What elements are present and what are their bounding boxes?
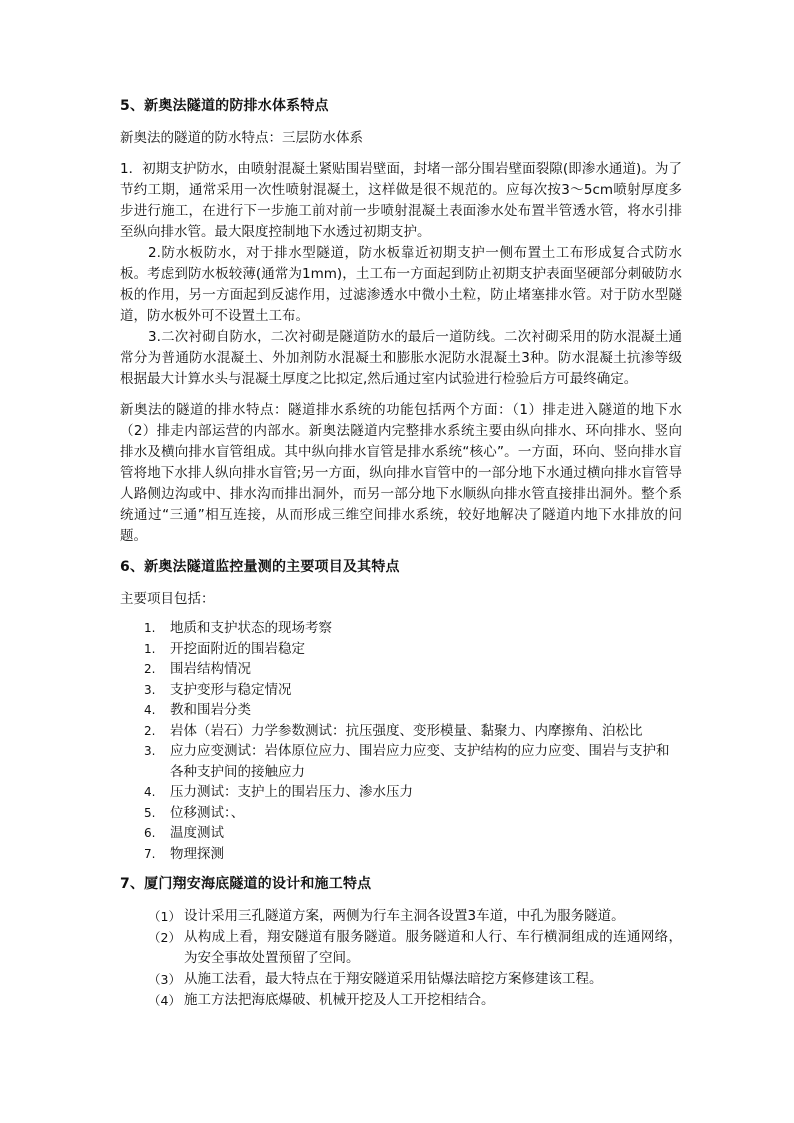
list-item: 3. 支护变形与稳定情况 bbox=[144, 681, 292, 698]
xiangan-features-list bbox=[120, 906, 682, 1011]
list-item: 4. 压力测试：支护上的围岩压力、渗水压力 bbox=[144, 784, 413, 800]
monitoring-items-list bbox=[120, 618, 682, 864]
list-item: 2. 岩体（岩石）力学参数测试：抗压强度、变形模量、黏聚力、内摩擦角、泊松比 bbox=[144, 722, 643, 739]
document-content bbox=[120, 96, 682, 1011]
waterproof-paragraph-3: 3.二次衬砌自防水，二次衬砌是隧道防水的最后一道防线。二次衬砌采用的防水混凝土通常分为普通防水混凝土、外加剂防水混凝土和膨胀水泥防水混凝土3种。防水混凝土抗渗等级根据最大计算水头与混凝土厚度之比拟定,然后通过室内试验进行检验后方可最终确定。 bbox=[120, 329, 682, 387]
section5-heading: 5、新奥法隧道的防排水体系特点 bbox=[120, 98, 329, 114]
list-item: 1. 开挖面附近的围岩稳定 bbox=[144, 640, 305, 657]
list-item: 5. 位移测试：、 bbox=[144, 804, 245, 821]
section7-heading: 7、厦门翔安海底隧道的设计和施工特点 bbox=[120, 876, 372, 892]
list-item: （2） 从构成上看，翔安隧道有服务隧道。服务隧道和人行、车行横洞组成的连通网络，为安全事故处置预留了空间。 bbox=[148, 929, 682, 966]
waterproof-intro: 新奥法的隧道的防水特点：三层防水体系 bbox=[120, 130, 363, 146]
section6-heading: 6、新奥法隧道监控量测的主要项目及其特点 bbox=[120, 559, 400, 575]
waterproof-paragraph-1: 1．初期支护防水，由喷射混凝土紧贴围岩壁面，封堵一部分围岩壁面裂隙(即渗水通道)。为了节约工期，通常采用一次性喷射混凝土，这样做是很不规范的。应每次按3～5cm喷射厚度多步进行施工，在进行下一步施工前对前一步喷射混凝土表面渗水处布置半管透水管，将水引排至纵向排水管。最大限度控制地下水透过初期支护。 bbox=[120, 161, 682, 240]
drainage-paragraph: 新奥法的隧道的排水特点：隧道排水系统的功能包括两个方面：（1）排走进入隧道的地下水（2）排走内部运营的内部水。新奥法隧道内完整排水系统主要由纵向排水、环向排水、竖向排水及横向排水盲管组成。其中纵向排水盲管是排水系统“核心”。一方面，环向、竖向排水盲管将地下水排人纵向排水盲管;另一方面，纵向排水盲管中的一部分地下水通过横向排水盲管导人路侧边沟或中、排水沟而排出洞外，而另一部分地下水顺纵向排水管直接排出洞外。整个系统通过“三通”相互连接，从而形成三维空间排水系统，较好地解决了隧道内地下水排放的问题。 bbox=[120, 402, 682, 544]
list-item: 1. 地质和支护状态的现场考察 bbox=[144, 620, 332, 636]
list-item: （4） 施工方法把海底爆破、机械开挖及人工开挖相结合。 bbox=[148, 992, 495, 1008]
waterproof-paragraph-2: 2.防水板防水，对于排水型隧道，防水板靠近初期支护一侧布置土工布形成复合式防水板。考虑到防水板较薄(通常为1mm)，土工布一方面起到防止初期支护表面坚硬部分刺破防水板的作用，另一方面起到反滤作用，过滤渗透水中微小土粒，防止堵塞排水管。对于防水型隧道，防水板外可不设置土工布。 bbox=[120, 245, 682, 324]
list-item: （1） 设计采用三孔隧道方案，两侧为行车主洞各设置3车道，中孔为服务隧道。 bbox=[148, 908, 625, 924]
monitoring-intro: 主要项目包括： bbox=[120, 591, 215, 607]
list-item: 4. 教和围岩分类 bbox=[144, 702, 251, 718]
list-item: （3） 从施工法看，最大特点在于翔安隧道采用钻爆法暗挖方案修建该工程。 bbox=[148, 971, 603, 987]
list-item: 6. 温度测试 bbox=[144, 825, 224, 841]
list-item: 3. 应力应变测试：岩体原位应力、围岩应力应变、支护结构的应力应变、围岩与支护和各种支护间的接触应力 bbox=[144, 743, 670, 780]
list-item: 7. 物理探测 bbox=[144, 845, 224, 862]
list-item: 2. 围岩结构情况 bbox=[144, 661, 251, 677]
